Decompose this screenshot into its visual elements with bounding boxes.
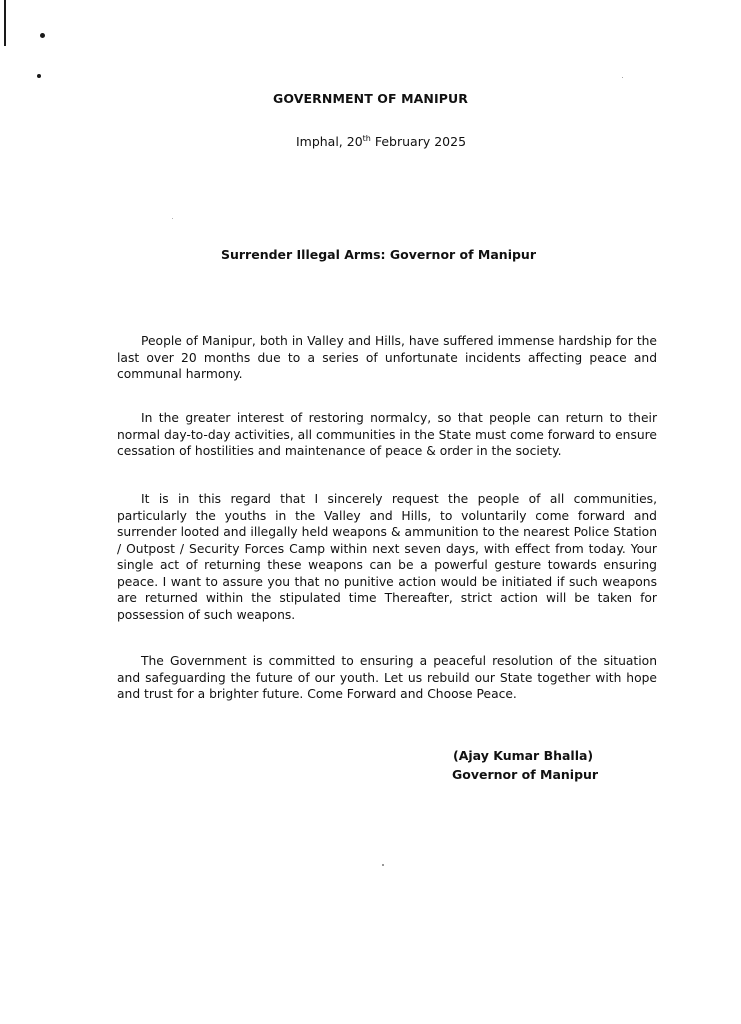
scan-artifact-dot (172, 218, 173, 219)
paragraph-1: People of Manipur, both in Valley and Hills, have suffered immense hardship for the last over 20 months due to a series of unfortunate incidents affecting peace and communal harmony. (117, 334, 657, 381)
scan-artifact-line (4, 0, 6, 46)
date-ordinal-suffix: th (362, 133, 371, 143)
date-rest: February 2025 (370, 134, 467, 149)
scan-artifact-dot (382, 864, 384, 866)
document-subject: Surrender Illegal Arms: Governor of Manipur (220, 247, 536, 262)
scan-artifact-dot (40, 33, 45, 38)
paragraph-4: The Government is committed to ensuring a peaceful resolution of the situation and safeguarding the future of our youth. Let us rebuild our State together with hope and trust for a brighter future. Come Forward and Choose Peace. (117, 654, 657, 701)
scan-artifact-dot (622, 77, 623, 78)
signatory-name: (Ajay Kumar Bhalla) (453, 748, 594, 763)
date-prefix: Imphal, 20 (295, 134, 363, 149)
signatory-title: Governor of Manipur (452, 767, 599, 782)
document-header: GOVERNMENT OF MANIPUR (273, 91, 468, 106)
scan-artifact-dot (37, 74, 41, 78)
paragraph-2: In the greater interest of restoring normalcy, so that people can return to their normal day-to-day activities, all communities in the State must come forward to ensure cessation of hostilities and maintenance of peace & order in the society. (117, 411, 657, 458)
paragraph-3: It is in this regard that I sincerely request the people of all communities, particularly the youths in the Valley and Hills, to voluntarily come forward and surrender looted and illegally held weapons & ammunition to the nearest Police Station / Outpost / Security Forces Camp within next seven days, with effect from today. Your single act of returning these weapons can be a powerful gesture towards ensuring peace. I want to assure you that no punitive action would be initiated if such weapons are returned within the stipulated time Thereafter, strict action will be taken for possession of such weapons. (117, 492, 657, 622)
signature-block (452, 746, 598, 784)
date-line (0, 134, 741, 149)
